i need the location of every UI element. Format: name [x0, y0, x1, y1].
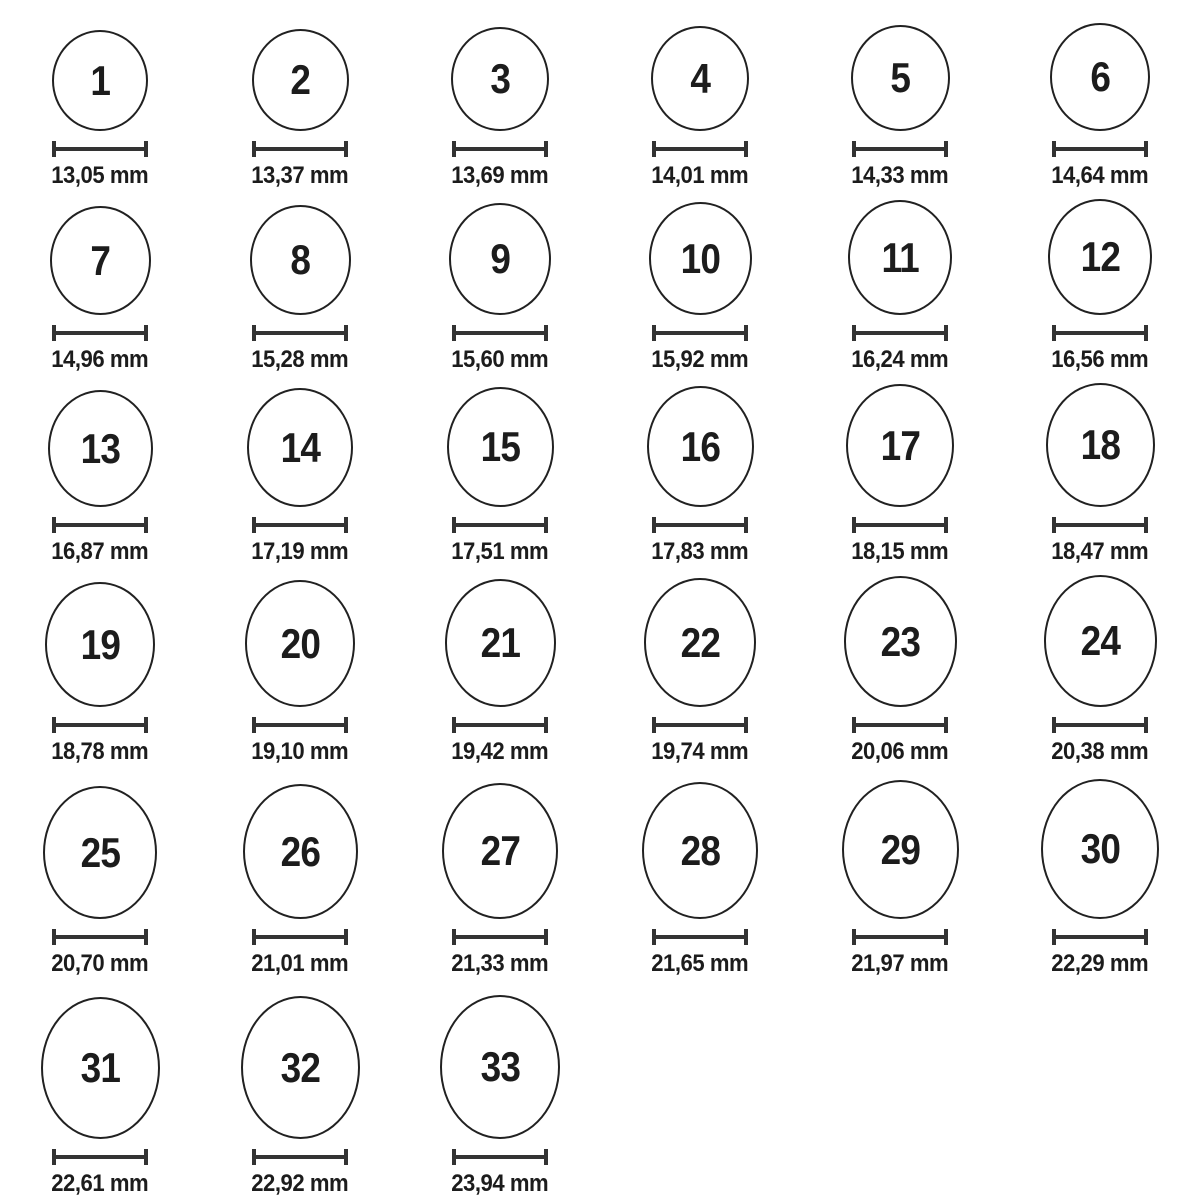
ring-size-item — [0, 10, 200, 192]
ring-size-item — [0, 980, 200, 1200]
diameter-line-bar — [1056, 723, 1144, 727]
ring-size-number: 29 — [880, 825, 920, 873]
ring-size-item — [400, 192, 600, 376]
ring-size-number: 21 — [480, 619, 520, 666]
ring-circle — [451, 27, 549, 131]
ring-circle — [440, 995, 560, 1139]
ring-size-item — [400, 376, 600, 568]
diameter-label: 17,51 mm — [451, 538, 549, 565]
diameter-line — [52, 717, 148, 733]
diameter-line-bar — [456, 523, 544, 527]
diameter-line-bar — [56, 147, 144, 151]
ring-size-number: 26 — [280, 827, 320, 875]
diameter-line — [852, 325, 948, 341]
ring-circle — [250, 205, 351, 315]
ring-circle — [1050, 23, 1150, 131]
diameter-line — [1052, 517, 1148, 533]
ring-size-number: 23 — [880, 617, 920, 665]
ring-size-number: 17 — [880, 421, 920, 469]
diameter-line — [652, 141, 748, 157]
ring-size-item — [600, 10, 800, 192]
ring-size-number: 33 — [480, 1043, 520, 1090]
diameter-line — [452, 517, 548, 533]
diameter-line-bar — [1056, 331, 1144, 335]
diameter-line — [52, 325, 148, 341]
diameter-line-bar — [456, 723, 544, 727]
diameter-line-bar — [256, 147, 344, 151]
diameter-label: 18,78 mm — [51, 738, 149, 765]
diameter-line — [52, 141, 148, 157]
diameter-label: 17,19 mm — [251, 538, 349, 565]
ring-size-number: 19 — [80, 620, 120, 668]
diameter-label: 15,92 mm — [651, 346, 749, 373]
ring-size-item — [200, 376, 400, 568]
diameter-line-bar — [456, 331, 544, 335]
diameter-line-bar — [656, 147, 744, 151]
ring-size-item — [1000, 10, 1200, 192]
diameter-line-bar — [256, 1155, 344, 1159]
diameter-line — [52, 1149, 148, 1165]
diameter-line-bar — [56, 331, 144, 335]
diameter-label: 14,01 mm — [651, 162, 749, 189]
diameter-line — [1052, 717, 1148, 733]
diameter-line-bar — [456, 1155, 544, 1159]
diameter-line-bar — [456, 147, 544, 151]
ring-size-number: 9 — [490, 235, 510, 282]
diameter-line-bar — [256, 935, 344, 939]
diameter-line — [252, 325, 348, 341]
ring-size-number: 30 — [1080, 825, 1120, 872]
ring-size-item — [200, 568, 400, 768]
ring-size-number: 13 — [80, 424, 120, 472]
diameter-label: 14,64 mm — [1051, 162, 1149, 189]
diameter-label: 13,69 mm — [451, 162, 549, 189]
ring-circle — [848, 200, 952, 315]
diameter-label: 21,33 mm — [451, 950, 549, 977]
ring-size-number: 20 — [280, 619, 320, 667]
ring-circle — [1046, 383, 1155, 507]
diameter-line-bar — [656, 935, 744, 939]
ring-size-item — [800, 768, 1000, 980]
ring-size-number: 11 — [881, 233, 919, 281]
ring-size-number: 28 — [680, 826, 720, 874]
ring-size-number: 24 — [1080, 617, 1120, 664]
ring-circle — [442, 783, 558, 919]
chart-row — [0, 768, 1200, 980]
ring-size-item — [800, 192, 1000, 376]
diameter-line — [852, 929, 948, 945]
ring-size-item — [400, 568, 600, 768]
ring-circle — [649, 202, 752, 315]
ring-circle — [647, 386, 754, 507]
diameter-line — [252, 141, 348, 157]
diameter-line-bar — [1056, 935, 1144, 939]
diameter-line — [1052, 141, 1148, 157]
diameter-line — [252, 517, 348, 533]
ring-circle — [41, 997, 160, 1139]
diameter-line-bar — [856, 723, 944, 727]
ring-size-number: 18 — [1080, 421, 1120, 468]
diameter-label: 14,33 mm — [851, 162, 949, 189]
ring-circle — [50, 206, 151, 315]
diameter-label: 19,74 mm — [651, 738, 749, 765]
ring-size-item — [600, 376, 800, 568]
diameter-line-bar — [456, 935, 544, 939]
diameter-label: 22,92 mm — [251, 1170, 349, 1197]
ring-size-item — [0, 568, 200, 768]
diameter-line — [652, 325, 748, 341]
ring-size-number: 15 — [480, 423, 520, 470]
ring-size-item — [0, 192, 200, 376]
ring-size-number: 16 — [680, 422, 720, 470]
diameter-line-bar — [656, 523, 744, 527]
ring-size-item — [0, 768, 200, 980]
diameter-line — [652, 929, 748, 945]
diameter-line — [852, 717, 948, 733]
ring-size-number: 12 — [1080, 233, 1120, 280]
ring-size-number: 1 — [90, 56, 110, 104]
ring-circle — [247, 388, 353, 507]
diameter-label: 17,83 mm — [651, 538, 749, 565]
diameter-line-bar — [1056, 523, 1144, 527]
diameter-line-bar — [56, 523, 144, 527]
diameter-label: 15,60 mm — [451, 346, 549, 373]
chart-row — [0, 568, 1200, 768]
ring-circle — [1048, 199, 1152, 315]
diameter-line — [52, 517, 148, 533]
chart-row — [0, 10, 1200, 192]
diameter-label: 16,24 mm — [851, 346, 949, 373]
ring-size-number: 8 — [290, 236, 310, 283]
ring-size-item — [600, 192, 800, 376]
diameter-line — [452, 325, 548, 341]
diameter-line-bar — [256, 331, 344, 335]
diameter-line-bar — [856, 147, 944, 151]
diameter-label: 21,97 mm — [851, 950, 949, 977]
diameter-label: 20,06 mm — [851, 738, 949, 765]
diameter-line-bar — [856, 935, 944, 939]
ring-circle — [245, 580, 355, 707]
ring-circle — [851, 25, 950, 131]
ring-size-number: 5 — [890, 54, 910, 101]
ring-size-number: 2 — [290, 56, 310, 103]
ring-size-item — [200, 768, 400, 980]
diameter-label: 21,65 mm — [651, 950, 749, 977]
diameter-line-bar — [56, 1155, 144, 1159]
diameter-line — [652, 517, 748, 533]
ring-size-number: 7 — [90, 236, 110, 284]
ring-circle — [243, 784, 358, 919]
ring-size-number: 27 — [480, 827, 520, 874]
ring-size-item — [600, 568, 800, 768]
chart-row — [0, 376, 1200, 568]
diameter-line — [1052, 325, 1148, 341]
ring-size-number: 31 — [80, 1044, 120, 1091]
diameter-label: 22,29 mm — [1051, 950, 1149, 977]
ring-size-number: 6 — [1090, 53, 1110, 100]
ring-size-item — [400, 768, 600, 980]
ring-circle — [45, 582, 155, 707]
diameter-line-bar — [56, 723, 144, 727]
ring-circle — [651, 26, 749, 131]
diameter-label: 20,70 mm — [51, 950, 149, 977]
diameter-line-bar — [256, 523, 344, 527]
diameter-line — [252, 717, 348, 733]
diameter-label: 18,15 mm — [851, 538, 949, 565]
diameter-line — [852, 517, 948, 533]
diameter-label: 16,87 mm — [51, 538, 149, 565]
ring-circle — [846, 384, 954, 507]
diameter-line — [52, 929, 148, 945]
ring-size-number: 14 — [280, 423, 320, 471]
chart-row — [0, 980, 1200, 1200]
diameter-label: 22,61 mm — [51, 1170, 149, 1197]
diameter-line-bar — [656, 331, 744, 335]
ring-size-item — [1000, 768, 1200, 980]
diameter-line — [252, 929, 348, 945]
ring-size-item — [800, 568, 1000, 768]
ring-circle — [252, 29, 349, 131]
diameter-line-bar — [656, 723, 744, 727]
diameter-line — [452, 141, 548, 157]
diameter-label: 21,01 mm — [251, 950, 349, 977]
diameter-line — [452, 717, 548, 733]
diameter-line — [652, 717, 748, 733]
ring-circle — [842, 780, 959, 919]
diameter-line — [252, 1149, 348, 1165]
ring-size-item — [1000, 192, 1200, 376]
diameter-line — [1052, 929, 1148, 945]
ring-circle — [43, 786, 157, 919]
ring-circle — [642, 782, 758, 919]
diameter-label: 18,47 mm — [1051, 538, 1149, 565]
diameter-line-bar — [1056, 147, 1144, 151]
ring-size-item — [800, 10, 1000, 192]
chart-row — [0, 192, 1200, 376]
diameter-label: 19,42 mm — [451, 738, 549, 765]
ring-circle — [644, 578, 756, 707]
ring-circle — [844, 576, 957, 707]
ring-circle — [449, 203, 551, 315]
diameter-label: 16,56 mm — [1051, 346, 1149, 373]
diameter-label: 14,96 mm — [51, 346, 149, 373]
ring-size-item — [800, 376, 1000, 568]
diameter-label: 13,05 mm — [51, 162, 149, 189]
ring-size-number: 10 — [680, 234, 720, 282]
ring-size-number: 4 — [690, 54, 710, 102]
ring-size-number: 32 — [280, 1043, 320, 1091]
ring-circle — [48, 390, 153, 507]
ring-size-item — [1000, 376, 1200, 568]
ring-size-item — [0, 376, 200, 568]
diameter-label: 15,28 mm — [251, 346, 349, 373]
ring-circle — [1041, 779, 1159, 919]
ring-size-number: 22 — [680, 618, 720, 666]
diameter-label: 19,10 mm — [251, 738, 349, 765]
ring-circle — [447, 387, 554, 507]
ring-size-item — [400, 10, 600, 192]
diameter-line-bar — [256, 723, 344, 727]
ring-circle — [241, 996, 360, 1139]
diameter-label: 13,37 mm — [251, 162, 349, 189]
diameter-label: 23,94 mm — [451, 1170, 549, 1197]
diameter-line-bar — [856, 331, 944, 335]
ring-size-item — [600, 768, 800, 980]
diameter-line-bar — [856, 523, 944, 527]
diameter-line — [452, 1149, 548, 1165]
ring-size-item — [400, 980, 600, 1200]
diameter-line-bar — [56, 935, 144, 939]
ring-circle — [445, 579, 556, 707]
ring-size-item — [200, 192, 400, 376]
ring-size-item — [200, 980, 400, 1200]
ring-circle — [52, 30, 148, 131]
diameter-line — [452, 929, 548, 945]
diameter-label: 20,38 mm — [1051, 738, 1149, 765]
ring-size-number: 25 — [80, 828, 120, 876]
ring-circle — [1044, 575, 1157, 707]
ring-size-item — [1000, 568, 1200, 768]
ring-size-item — [200, 10, 400, 192]
diameter-line — [852, 141, 948, 157]
ring-size-number: 3 — [490, 55, 510, 102]
